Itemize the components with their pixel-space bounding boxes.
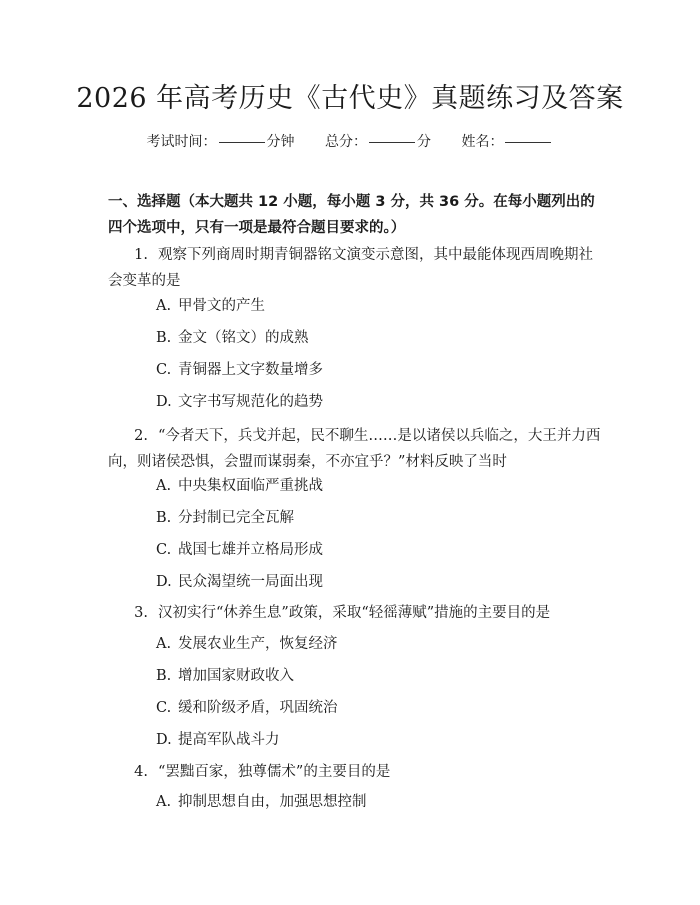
option-1c xyxy=(156,360,323,380)
name-label: 姓名： xyxy=(461,134,504,150)
option-letter: A. xyxy=(156,636,172,652)
option-letter: A. xyxy=(156,794,172,810)
section-heading: 一、选择题（本大题共 12 小题，每小题 3 分，共 36 分。在每小题列出的四个选项中，只有一项是最符合题目要求的。） xyxy=(108,194,595,236)
time-label: 考试时间： xyxy=(146,134,217,150)
option-text: 中央集权面临严重挑战 xyxy=(178,478,323,494)
option-text: 青铜器上文字数量增多 xyxy=(178,362,323,378)
option-3c xyxy=(156,698,338,718)
option-letter: A. xyxy=(156,298,172,314)
question-2 xyxy=(108,423,606,475)
option-letter: D. xyxy=(156,394,172,410)
time-unit: 分钟 xyxy=(266,134,295,150)
question-1 xyxy=(108,242,606,294)
option-letter: B. xyxy=(156,330,172,346)
option-text: 抑制思想自由，加强思想控制 xyxy=(178,794,367,810)
student-name xyxy=(461,134,553,150)
option-letter: B. xyxy=(156,510,172,526)
question-number: 1. xyxy=(134,247,148,263)
option-letter: A. xyxy=(156,478,172,494)
option-letter: C. xyxy=(156,542,172,558)
time-blank xyxy=(219,142,265,143)
option-1b xyxy=(156,328,309,348)
question-number: 3. xyxy=(134,605,148,621)
question-3 xyxy=(108,600,606,626)
option-text: 缓和阶级矛盾，巩固统治 xyxy=(178,700,338,716)
option-text: 提高军队战斗力 xyxy=(178,732,280,748)
question-number: 4. xyxy=(134,764,148,780)
option-letter: D. xyxy=(156,574,172,590)
option-letter: B. xyxy=(156,668,172,684)
score-blank xyxy=(369,142,415,143)
option-text: 甲骨文的产生 xyxy=(178,298,265,314)
exam-score xyxy=(325,134,431,150)
question-text: “今者天下，兵戈并起，民不聊生……是以诸侯以兵临之，大王并力西向，则诸侯恐惧，会盟而谋弱秦，不亦宜乎？”材料反映了当时 xyxy=(108,428,601,470)
exam-time xyxy=(147,134,295,150)
option-2b xyxy=(156,508,294,528)
option-text: 分封制已完全瓦解 xyxy=(178,510,294,526)
score-label: 总分： xyxy=(325,134,367,150)
score-unit: 分 xyxy=(417,134,431,150)
page-title: 2026 年高考历史《古代史》真题练习及答案 xyxy=(76,83,624,114)
question-4 xyxy=(108,759,606,785)
option-letter: C. xyxy=(156,362,172,378)
option-3a xyxy=(156,634,338,654)
question-text: 汉初实行“休养生息”政策，采取“轻徭薄赋”措施的主要目的是 xyxy=(158,605,551,621)
option-1a xyxy=(156,296,265,316)
question-text: 观察下列商周时期青铜器铭文演变示意图，其中最能体现西周晚期社会变革的是 xyxy=(108,247,593,289)
option-text: 发展农业生产，恢复经济 xyxy=(178,636,338,652)
option-4a xyxy=(156,792,367,812)
option-text: 金文（铭文）的成熟 xyxy=(178,330,309,346)
exam-meta xyxy=(0,131,700,151)
option-1d xyxy=(156,392,323,412)
option-2c xyxy=(156,540,323,560)
option-text: 战国七雄并立格局形成 xyxy=(178,542,323,558)
question-text: “罢黜百家，独尊儒术”的主要目的是 xyxy=(158,764,391,780)
option-text: 文字书写规范化的趋势 xyxy=(178,394,323,410)
option-2d xyxy=(156,572,323,592)
option-3d xyxy=(156,730,280,750)
question-number: 2. xyxy=(134,428,148,444)
option-3b xyxy=(156,666,294,686)
name-blank xyxy=(505,142,551,143)
option-text: 民众渴望统一局面出现 xyxy=(178,574,323,590)
option-2a xyxy=(156,476,323,496)
option-letter: D. xyxy=(156,732,172,748)
option-letter: C. xyxy=(156,700,172,716)
option-text: 增加国家财政收入 xyxy=(178,668,294,684)
